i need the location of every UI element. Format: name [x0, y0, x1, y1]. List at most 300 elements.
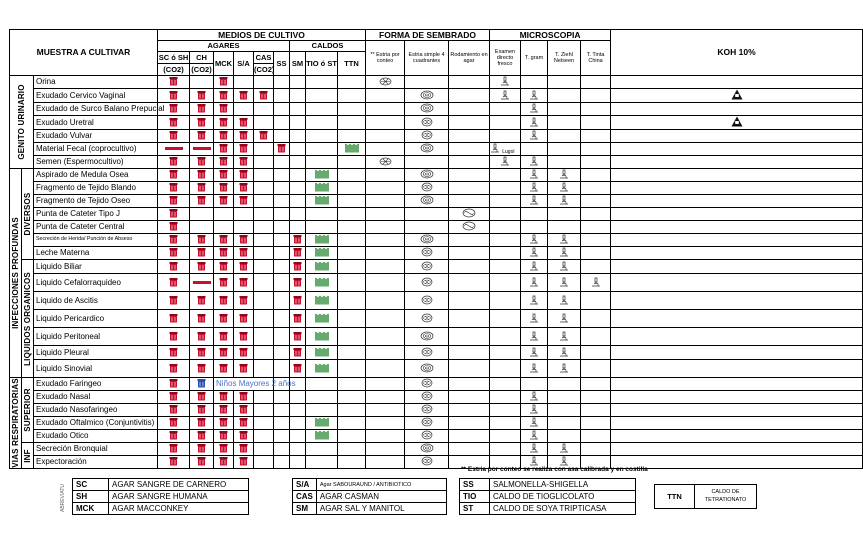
empty-cell [274, 391, 290, 404]
empty-cell [611, 430, 863, 443]
four-quadrant-streak-icon [405, 260, 449, 274]
empty-cell [366, 310, 405, 328]
microscope-icon [521, 156, 548, 169]
culture-plate-icon [234, 116, 254, 130]
culture-plate-icon [234, 247, 254, 260]
legend-abbr: SM [293, 503, 317, 515]
microscope-icon [521, 292, 548, 310]
table-row [10, 391, 863, 404]
microscope-icon [521, 360, 548, 378]
legend-abbr: TIO [460, 491, 490, 503]
empty-cell [449, 156, 490, 169]
culture-plate-icon [290, 360, 306, 378]
culture-plate-icon [190, 404, 214, 417]
empty-cell [449, 247, 490, 260]
empty-cell [274, 195, 290, 208]
empty-cell [274, 221, 290, 234]
empty-cell [254, 310, 274, 328]
culture-plate-icon [158, 443, 190, 456]
four-quadrant-streak-icon [405, 328, 449, 346]
empty-cell [611, 292, 863, 310]
empty-cell [274, 130, 290, 143]
empty-cell [490, 234, 521, 247]
empty-cell [290, 156, 306, 169]
empty-cell [306, 103, 338, 116]
four-quadrant-streak-icon [405, 234, 449, 247]
legend-desc: CALDO DE TIOGLICOLATO [490, 491, 636, 503]
abbreviations-label: ABREVIATU [60, 484, 66, 512]
culture-plate-icon [290, 292, 306, 310]
ch-header: CH [190, 52, 214, 64]
empty-cell [338, 360, 366, 378]
legend-desc: AGAR CASMAN [316, 491, 446, 503]
empty-cell [490, 404, 521, 417]
sa-header: S/A [234, 52, 254, 76]
empty-cell [366, 346, 405, 360]
broth-tubes-icon [306, 274, 338, 292]
microscope-icon [521, 234, 548, 247]
sample-name: Exudado Oftalmico (Conjuntivitis) [34, 417, 158, 430]
culture-plate-icon [214, 260, 234, 274]
empty-cell [290, 182, 306, 195]
roll-streak-icon [449, 221, 490, 234]
microscope-icon [548, 247, 581, 260]
empty-cell [254, 221, 274, 234]
broth-tubes-icon [338, 143, 366, 156]
broth-tubes-icon [306, 430, 338, 443]
empty-cell [234, 221, 254, 234]
four-quadrant-streak-icon [405, 430, 449, 443]
empty-cell [338, 456, 366, 469]
empty-cell [254, 234, 274, 247]
empty-cell [581, 195, 611, 208]
sample-name: Exudado Nasofaringeo [34, 404, 158, 417]
culture-plate-icon [290, 310, 306, 328]
empty-cell [366, 417, 405, 430]
culture-plate-icon [158, 156, 190, 169]
culture-plate-icon [290, 260, 306, 274]
empty-cell [290, 195, 306, 208]
legend-row [293, 479, 447, 491]
sample-name: Material Fecal (coprocultivo) [34, 143, 158, 156]
empty-cell [581, 328, 611, 346]
empty-cell [290, 89, 306, 103]
empty-cell [274, 310, 290, 328]
culture-plate-icon [158, 274, 190, 292]
culture-plate-icon [190, 260, 214, 274]
empty-cell [338, 76, 366, 89]
legend-abbr: SS [460, 479, 490, 491]
empty-cell [254, 328, 274, 346]
culture-plate-icon [190, 274, 214, 292]
empty-cell [366, 456, 405, 469]
culture-plate-icon [234, 346, 254, 360]
empty-cell [338, 169, 366, 182]
empty-cell [521, 143, 548, 156]
empty-cell [581, 76, 611, 89]
culture-plate-icon [158, 182, 190, 195]
empty-cell [366, 182, 405, 195]
group-label-superior: SUPERIOR [22, 378, 34, 443]
medios-header: MEDIOS DE CULTIVO [158, 30, 366, 41]
empty-cell [214, 208, 234, 221]
legend-table-3 [459, 478, 636, 515]
empty-cell [274, 274, 290, 292]
legend-abbr: SC [73, 479, 109, 491]
culture-plate-icon [214, 456, 234, 469]
table-row [10, 156, 863, 169]
streak-count-icon [366, 156, 405, 169]
microscope-icon [548, 310, 581, 328]
empty-cell [490, 430, 521, 443]
forma-header: FORMA DE SEMBRADO [366, 30, 490, 41]
empty-cell [290, 417, 306, 430]
empty-cell [449, 378, 490, 391]
empty-cell [449, 310, 490, 328]
culture-plate-icon [158, 292, 190, 310]
table-row [10, 404, 863, 417]
empty-cell [366, 130, 405, 143]
legend-desc: AGAR SANGRE DE CARNERO [109, 479, 249, 491]
empty-cell [366, 208, 405, 221]
empty-cell [338, 116, 366, 130]
culture-plate-icon [158, 89, 190, 103]
empty-cell [306, 116, 338, 130]
empty-cell [490, 103, 521, 116]
culture-plate-icon [158, 456, 190, 469]
empty-cell [366, 116, 405, 130]
empty-cell [306, 221, 338, 234]
empty-cell [254, 156, 274, 169]
empty-cell [581, 221, 611, 234]
empty-cell [254, 360, 274, 378]
empty-cell [306, 456, 338, 469]
table-row [10, 328, 863, 346]
roll-streak-icon [449, 208, 490, 221]
empty-cell [338, 391, 366, 404]
culture-plate-icon [214, 430, 234, 443]
empty-cell [611, 328, 863, 346]
empty-cell [274, 456, 290, 469]
empty-cell [611, 143, 863, 156]
culture-plate-icon [234, 417, 254, 430]
culture-plate-icon [158, 404, 190, 417]
empty-cell [254, 443, 274, 456]
empty-cell [490, 328, 521, 346]
empty-cell [274, 234, 290, 247]
empty-cell [290, 443, 306, 456]
empty-cell [254, 274, 274, 292]
culture-plate-icon [214, 76, 234, 89]
legend-abbr: MCK [73, 503, 109, 515]
empty-cell [190, 208, 214, 221]
four-quadrant-streak-icon [405, 404, 449, 417]
empty-cell [449, 169, 490, 182]
empty-cell [611, 360, 863, 378]
sample-name: Exudado Vulvar [34, 130, 158, 143]
culture-plate-icon [158, 208, 190, 221]
empty-cell [274, 443, 290, 456]
empty-cell [449, 182, 490, 195]
legend-row [460, 479, 636, 491]
sample-name: Liquido Pleural [34, 346, 158, 360]
empty-cell [254, 76, 274, 89]
culture-plate-icon [234, 130, 254, 143]
culture-plate-icon [214, 346, 234, 360]
culture-plate-icon [190, 430, 214, 443]
empty-cell [611, 346, 863, 360]
culture-plate-icon [190, 103, 214, 116]
table-row [10, 234, 863, 247]
empty-cell [449, 404, 490, 417]
sc-header: SC ó SH [158, 52, 189, 62]
culture-plate-icon [190, 156, 214, 169]
table-row [10, 417, 863, 430]
culture-plate-icon [214, 247, 234, 260]
sample-name: Exudado de Surco Balano Prepucial [34, 103, 158, 116]
culture-plate-icon [214, 89, 234, 103]
culture-plate-icon [214, 274, 234, 292]
empty-cell [338, 156, 366, 169]
rodamiento-header: Rodamiento en agar [449, 41, 490, 76]
microscope-icon [548, 234, 581, 247]
empty-cell [490, 443, 521, 456]
empty-cell [581, 346, 611, 360]
sample-name: Liquido Pericardico [34, 310, 158, 328]
empty-cell [611, 260, 863, 274]
empty-cell [366, 195, 405, 208]
table-body [10, 76, 863, 469]
sample-name: Liquido de Ascitis [34, 292, 158, 310]
microscope-icon [521, 182, 548, 195]
empty-cell [548, 221, 581, 234]
empty-cell [611, 456, 863, 469]
legend-abbr: SH [73, 491, 109, 503]
empty-cell [338, 292, 366, 310]
empty-cell [366, 247, 405, 260]
empty-cell [449, 76, 490, 89]
empty-cell [214, 221, 234, 234]
empty-cell [490, 292, 521, 310]
gram-header: T. gram [521, 41, 548, 76]
empty-cell [254, 292, 274, 310]
four-quadrant-streak-icon [405, 195, 449, 208]
four-quadrant-streak-icon [405, 169, 449, 182]
empty-cell [490, 208, 521, 221]
empty-cell [581, 292, 611, 310]
microscope-icon [521, 247, 548, 260]
culture-plate-icon [158, 310, 190, 328]
empty-cell [611, 274, 863, 292]
empty-cell [548, 391, 581, 404]
culture-plate-icon [190, 130, 214, 143]
microscope-icon [521, 430, 548, 443]
broth-tubes-icon [306, 292, 338, 310]
legend-table-2 [292, 478, 447, 515]
sc-co2-header: (CO2) [158, 64, 190, 76]
empty-cell [548, 103, 581, 116]
empty-cell [274, 156, 290, 169]
empty-cell [274, 103, 290, 116]
sample-name: Liquido Peritoneal [34, 328, 158, 346]
microscope-icon [521, 89, 548, 103]
empty-cell [190, 221, 214, 234]
empty-cell [581, 103, 611, 116]
sample-name: Fragmento de Tejido Blando [34, 182, 158, 195]
culture-plate-icon [190, 143, 214, 156]
empty-cell [366, 391, 405, 404]
koh-header: KOH 10% [611, 30, 863, 76]
empty-cell [611, 234, 863, 247]
four-quadrant-streak-icon [405, 292, 449, 310]
empty-cell [338, 378, 366, 391]
empty-cell [490, 247, 521, 260]
sample-name: Exudado Otico [34, 430, 158, 443]
empty-cell [306, 143, 338, 156]
culture-plate-icon [158, 346, 190, 360]
agares-header: AGARES [158, 41, 290, 52]
legend-abbr: S/A [293, 479, 317, 491]
empty-cell [581, 143, 611, 156]
microscope-icon [521, 417, 548, 430]
empty-cell [306, 378, 338, 391]
empty-cell [306, 208, 338, 221]
culture-plate-icon [214, 116, 234, 130]
koh-triangle-icon [611, 116, 863, 130]
empty-cell [254, 430, 274, 443]
culture-plate-icon [158, 430, 190, 443]
culture-plate-icon [158, 247, 190, 260]
empty-cell [254, 247, 274, 260]
empty-cell [290, 103, 306, 116]
culture-plate-icon [234, 310, 254, 328]
table-row [10, 208, 863, 221]
legend-desc: AGAR MACCONKEY [109, 503, 249, 515]
empty-cell [548, 89, 581, 103]
culture-plate-icon [234, 443, 254, 456]
culture-plate-icon [214, 292, 234, 310]
culture-plate-icon [158, 195, 190, 208]
microscope-icon [548, 169, 581, 182]
empty-cell [581, 156, 611, 169]
empty-cell [611, 404, 863, 417]
table-row [10, 76, 863, 89]
sample-name: Semen (Espermocultivo) [34, 156, 158, 169]
microscope-icon: Lugol [490, 143, 521, 156]
sm-header: SM [290, 52, 306, 76]
culture-plate-icon [190, 292, 214, 310]
culture-plate-icon [190, 443, 214, 456]
empty-cell [234, 76, 254, 89]
culture-plate-icon [214, 130, 234, 143]
legend-row [73, 503, 249, 515]
sample-name: Secreción de Herida/ Punción de Abseso [34, 234, 158, 247]
empty-cell [338, 260, 366, 274]
empty-cell [254, 169, 274, 182]
microscope-icon [521, 169, 548, 182]
four-quadrant-streak-icon [405, 247, 449, 260]
empty-cell [274, 404, 290, 417]
empty-cell [254, 456, 274, 469]
ziehl-header: T. Ziehl Nelseen [548, 41, 581, 76]
table-row [10, 116, 863, 130]
culture-plate-icon [234, 195, 254, 208]
empty-cell [581, 234, 611, 247]
empty-cell [611, 208, 863, 221]
empty-cell [449, 143, 490, 156]
culture-plate-icon [158, 221, 190, 234]
culture-plate-icon [190, 360, 214, 378]
empty-cell [290, 404, 306, 417]
empty-cell [611, 130, 863, 143]
microscope-icon [490, 89, 521, 103]
empty-cell [490, 116, 521, 130]
microscope-icon [521, 130, 548, 143]
four-quadrant-streak-icon [405, 456, 449, 469]
culture-plate-icon [214, 234, 234, 247]
broth-tubes-icon [306, 310, 338, 328]
empty-cell [521, 378, 548, 391]
broth-tubes-icon [306, 234, 338, 247]
empty-cell [449, 328, 490, 346]
empty-cell [254, 346, 274, 360]
empty-cell [366, 292, 405, 310]
broth-tubes-icon [306, 417, 338, 430]
culture-plate-icon [158, 360, 190, 378]
empty-cell [490, 310, 521, 328]
empty-cell [449, 234, 490, 247]
empty-cell [548, 430, 581, 443]
cas-co2-header: (CO2) [254, 64, 275, 74]
empty-cell [290, 208, 306, 221]
culture-plate-icon [214, 156, 234, 169]
empty-cell [254, 404, 274, 417]
sample-name: Liquido Sinovial [34, 360, 158, 378]
culture-plate-icon [190, 456, 214, 469]
empty-cell [581, 208, 611, 221]
broth-tubes-icon [306, 328, 338, 346]
table-row [10, 360, 863, 378]
culture-plate-icon [290, 247, 306, 260]
microscope-icon [548, 274, 581, 292]
empty-cell [581, 169, 611, 182]
empty-cell [611, 76, 863, 89]
directo-header: Examen directo fresco [490, 41, 521, 76]
legend-abbr: CAS [293, 491, 317, 503]
empty-cell [611, 378, 863, 391]
empty-cell [490, 391, 521, 404]
empty-cell [366, 234, 405, 247]
culture-plate-icon [234, 328, 254, 346]
empty-cell [254, 116, 274, 130]
empty-cell [611, 195, 863, 208]
legend-desc: AGAR SAL Y MANITOL [316, 503, 446, 515]
microscope-icon [521, 391, 548, 404]
table-row [10, 346, 863, 360]
empty-cell [405, 208, 449, 221]
legend-desc: CALDO DE SOYA TRIPTICASA [490, 503, 636, 515]
culture-plate-icon [214, 103, 234, 116]
empty-cell [274, 328, 290, 346]
group-label-genito: GENITO URINARIO [10, 76, 34, 169]
empty-cell [490, 195, 521, 208]
microscope-icon [521, 443, 548, 456]
four-quadrant-streak-icon [405, 89, 449, 103]
koh-triangle-icon [611, 89, 863, 103]
empty-cell [548, 208, 581, 221]
group-label-liquidos: LIQUIDOS ORGANICOS [22, 260, 34, 378]
culture-plate-icon [234, 143, 254, 156]
